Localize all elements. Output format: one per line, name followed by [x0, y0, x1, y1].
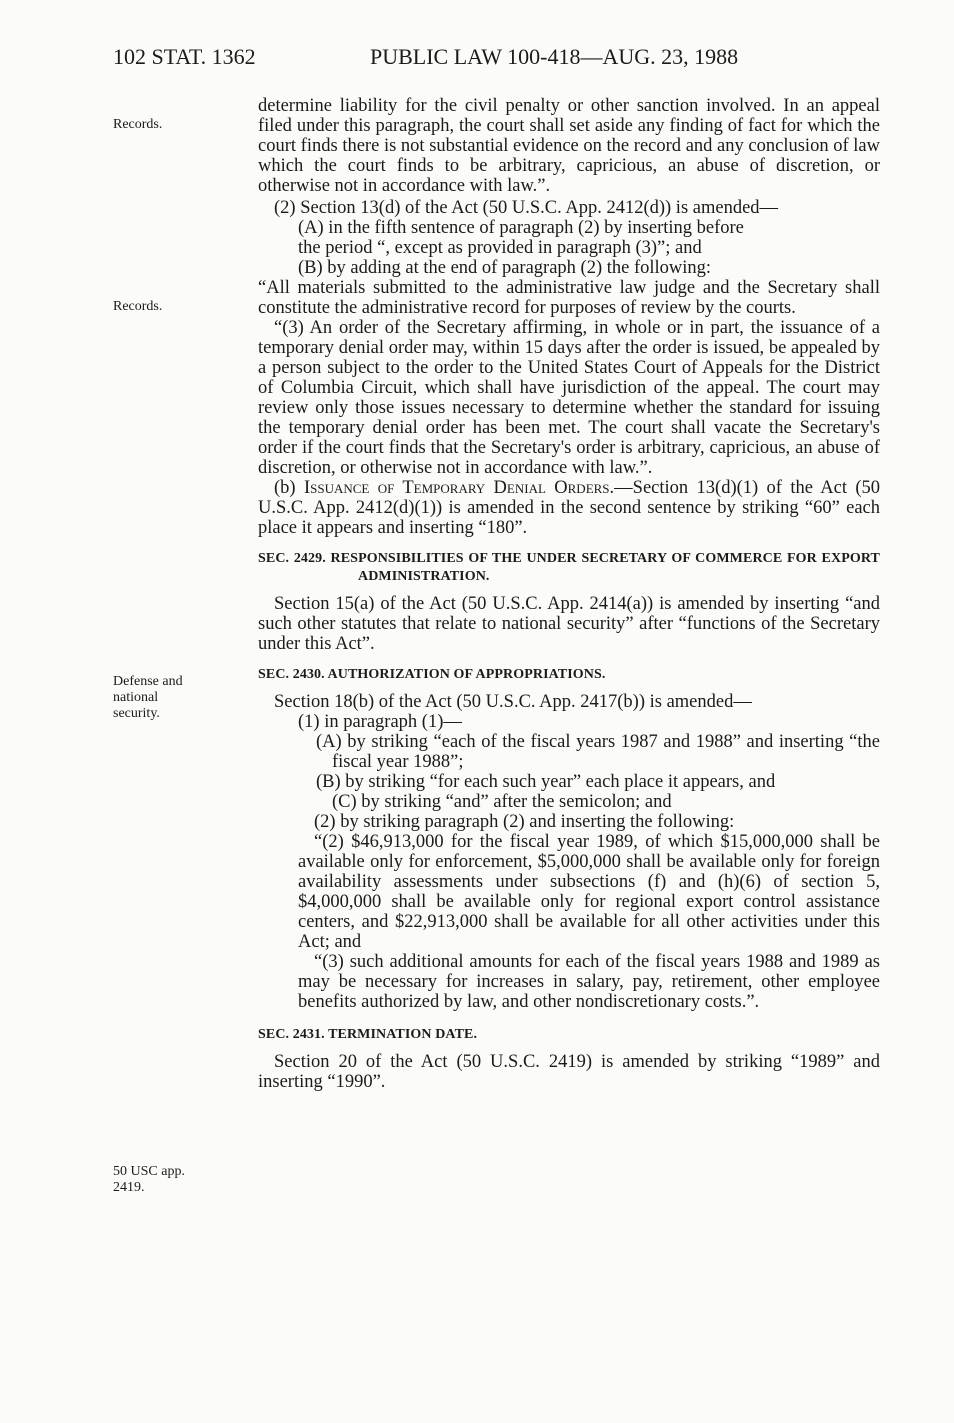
quoted-item-3: “(3) such additional amounts for each of the fiscal years 1988 and 1989 as may be necessary for increases in salary, pay, retirement, other employee benefits authorized by law, and other nondiscretionary costs.”. [298, 952, 880, 1012]
item-1-c: (C) by striking “and” after the semicolon; and [332, 792, 672, 812]
item-2: (2) by striking paragraph (2) and inserting the following: [314, 812, 735, 832]
public-law-title: PUBLIC LAW 100-418—AUG. 23, 1988 [370, 44, 739, 69]
subparagraph-b: (B) by adding at the end of paragraph (2) the following: [298, 258, 712, 278]
section-2431-text: Section 20 of the Act (50 U.S.C. 2419) is amended by striking “1989” and inserting “1990”. [258, 1052, 880, 1092]
subsection-b-label: (b) [274, 478, 304, 498]
subparagraph-a-line-2: the period “, except as provided in paragraph (3)”; and [298, 238, 702, 258]
margin-note-usc [113, 1164, 185, 1196]
item-1-a: (A) by striking “each of the fiscal years 1987 and 1988” and inserting “the fiscal year 1988”; [316, 732, 880, 772]
quoted-item-2: “(2) $46,913,000 for the fiscal year 1989, of which $15,000,000 shall be available only for enforcement, $5,000,000 shall be available only for foreign availability assessments under subsections (f) and (h)(6) of section 5, $4,000,000 shall be available only for regional export control assistance centers, and $22,913,000 shall be available for all other activities under this Act; and [298, 832, 880, 952]
margin-note-records-2: Records. [113, 299, 163, 314]
margin-note-usc-line: 50 USC app. [113, 1164, 185, 1179]
document-body [258, 96, 880, 1092]
margin-note-defense-line: security. [113, 706, 160, 721]
subsection-b [258, 478, 880, 538]
subsection-b-heading: Issuance of Temporary Denial Orders. [303, 478, 615, 498]
subparagraph-a-line-1: (A) in the fifth sentence of paragraph (2) by inserting before [298, 218, 744, 238]
page-header [113, 44, 893, 78]
section-2429-heading: SEC. 2429. RESPONSIBILITIES OF THE UNDER SECRETARY OF COMMERCE FOR EXPORT ADMINISTRATION. [258, 551, 880, 584]
subsection-b-text: —Section 13(d)(1) of the Act (50 U.S.C. App. 2412(d)(1)) is amended in the second sentence by striking “60” each place it appears and inserting “180”. [258, 478, 881, 538]
section-2430-intro: Section 18(b) of the Act (50 U.S.C. App. 2417(b)) is amended— [274, 692, 752, 712]
section-2430-heading: SEC. 2430. AUTHORIZATION OF APPROPRIATIONS. [258, 667, 606, 682]
section-2429-text: Section 15(a) of the Act (50 U.S.C. App. 2414(a)) is amended by inserting “and such other statutes that relate to national security” after “functions of the Secretary under this Act”. [258, 594, 880, 654]
quoted-records-paragraph: “All materials submitted to the administrative law judge and the Secretary shall constitute the administrative record for purposes of review by the courts. [258, 278, 880, 318]
margin-note-usc-line: 2419. [113, 1180, 145, 1195]
paragraph-continuation: determine liability for the civil penalty or other sanction involved. In an appeal filed under this paragraph, the court shall set aside any finding of fact for which the court finds there is not substantial evidence on the record and any conclusion of law which the court finds to be arbitrary, capricious, an abuse of discretion, or otherwise not in accordance with law.”. [258, 96, 880, 196]
section-2431-heading: SEC. 2431. TERMINATION DATE. [258, 1027, 478, 1042]
quoted-paragraph-3: “(3) An order of the Secretary affirming, in whole or in part, the issuance of a temporary denial order may, within 15 days after the order is issued, be appealed by a person subject to the order to the United States Court of Appeals for the District of Columbia Circuit, which shall have jurisdiction of the appeal. The court may review only those issues necessary to determine whether the standard for issuing the temporary denial order has been met. The court shall vacate the Secretary's order if the court finds that the Secretary's order is arbitrary, capricious, an abuse of discretion, or otherwise not in accordance with law.”. [258, 318, 880, 478]
item-1-b: (B) by striking “for each such year” each place it appears, and [316, 772, 776, 792]
paragraph-2: (2) Section 13(d) of the Act (50 U.S.C. App. 2412(d)) is amended— [274, 198, 779, 218]
margin-note-defense [113, 674, 183, 722]
margin-note-records-1: Records. [113, 117, 163, 132]
margin-note-defense-line: Defense and [113, 674, 183, 689]
subparagraph-a [258, 218, 880, 258]
item-1: (1) in paragraph (1)— [298, 712, 462, 732]
margin-note-defense-line: national [113, 690, 159, 705]
stat-page-reference: 102 STAT. 1362 [113, 44, 256, 69]
